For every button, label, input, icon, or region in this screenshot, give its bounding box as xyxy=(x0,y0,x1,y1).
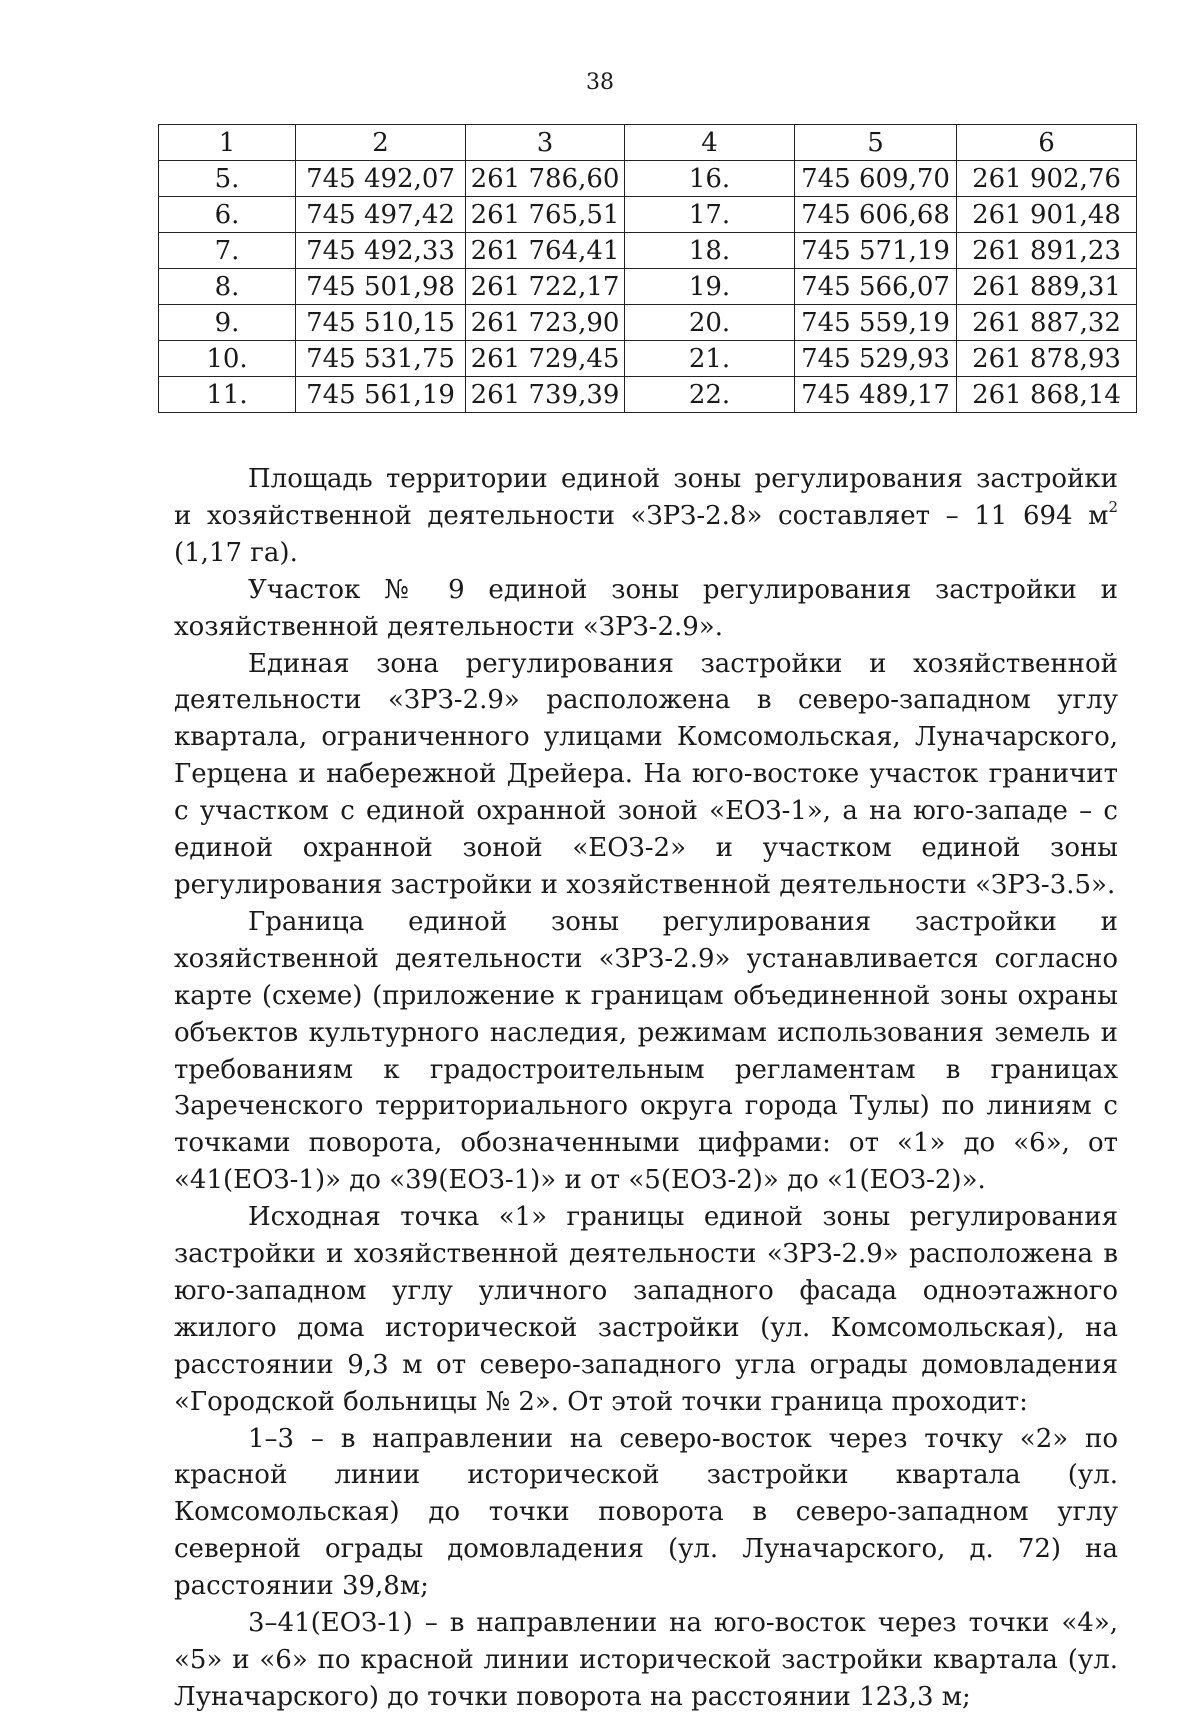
table-cell: 17. xyxy=(625,197,795,233)
area-text-end: (1,17 га). xyxy=(174,537,298,568)
table-header-cell: 2 xyxy=(296,125,466,161)
table-cell: 261 878,93 xyxy=(957,341,1137,377)
segment-paragraph: 3–41(ЕОЗ-1) – в направлении на юго-восток через точки «4», «5» и «6» по красной линии исторической застройки квартала (ул. Луначарского) до точки поворота на расстоянии 123,3 м; xyxy=(174,1608,1118,1712)
boundary-paragraph: Граница единой зоны регулирования застройки и хозяйственной деятельности «ЗРЗ-2.9» устанавливается согласно карте (схеме) (приложение к границам объединенной зоны охраны объектов культурного наследия, режимам использования земель и требованиям к градостроительным регламентам в границах Зареченского территориального округа города Тулы) по линиям с точками поворота, обозначенными цифрами: от «1» до «6», от «41(ЕОЗ-1)» до «39(ЕОЗ-1)» и от «5(ЕОЗ-2)» до «1(ЕОЗ-2)». xyxy=(174,906,1118,1196)
table-cell: 19. xyxy=(625,269,795,305)
table-cell: 745 606,68 xyxy=(795,197,957,233)
table-cell: 261 722,17 xyxy=(466,269,625,305)
table-cell: 261 765,51 xyxy=(466,197,625,233)
table-cell: 745 492,33 xyxy=(296,233,466,269)
table-header-cell: 1 xyxy=(159,125,296,161)
table-cell: 261 901,48 xyxy=(957,197,1137,233)
table-cell: 745 492,07 xyxy=(296,161,466,197)
table-header-cell: 5 xyxy=(795,125,957,161)
coordinates-table xyxy=(158,124,1137,413)
table-cell: 261 887,32 xyxy=(957,305,1137,341)
table-cell: 745 609,70 xyxy=(795,161,957,197)
table-cell: 745 559,19 xyxy=(795,305,957,341)
document-body xyxy=(174,461,1118,1716)
zone-location-paragraph: Единая зона регулирования застройки и хозяйственной деятельности «ЗРЗ-2.9» расположена в северо-западном углу квартала, ограниченного улицами Комсомольская, Луначарского, Герцена и набережной Дрейера. На юго-востоке участок граничит с участком с единой охранной зоной «ЕОЗ-1», а на юго-западе – с единой охранной зоной «ЕОЗ-2» и участком единой зоны регулирования застройки и хозяйственной деятельности «ЗРЗ-3.5». xyxy=(174,648,1118,900)
table-header-cell: 6 xyxy=(957,125,1137,161)
table-cell: 745 489,17 xyxy=(795,377,957,413)
area-superscript: 2 xyxy=(1108,498,1118,517)
table-cell: 745 510,15 xyxy=(296,305,466,341)
table-cell: 18. xyxy=(625,233,795,269)
table-cell: 261 786,60 xyxy=(466,161,625,197)
table-cell: 6. xyxy=(159,197,296,233)
table-cell: 261 764,41 xyxy=(466,233,625,269)
table-cell: 745 531,75 xyxy=(296,341,466,377)
area-paragraph xyxy=(174,461,1118,572)
table-header-row xyxy=(159,125,1137,161)
table-row xyxy=(159,269,1137,305)
table-cell: 261 868,14 xyxy=(957,377,1137,413)
table-cell: 16. xyxy=(625,161,795,197)
table-cell: 745 571,19 xyxy=(795,233,957,269)
table-cell: 745 566,07 xyxy=(795,269,957,305)
table-cell: 261 723,90 xyxy=(466,305,625,341)
table-row xyxy=(159,197,1137,233)
start-point-paragraph: Исходная точка «1» границы единой зоны регулирования застройки и хозяйственной деятельности «ЗРЗ-2.9» расположена в юго-западном углу уличного западного фасада одноэтажного жилого дома исторической застройки (ул. Комсомольская), на расстоянии 9,3 м от северо-западного угла ограды домовладения «Городской больницы № 2». От этой точки граница проходит: xyxy=(174,1202,1118,1417)
table-header-cell: 4 xyxy=(625,125,795,161)
table-cell: 22. xyxy=(625,377,795,413)
table-cell: 261 739,39 xyxy=(466,377,625,413)
table-cell: 20. xyxy=(625,305,795,341)
table-cell: 745 497,42 xyxy=(296,197,466,233)
table-cell: 5. xyxy=(159,161,296,197)
area-text: Площадь территории единой зоны регулирования застройки и хозяйственной деятельности «ЗРЗ-2.8» составляет – 11 694 м xyxy=(174,464,1118,531)
page-number: 38 xyxy=(586,70,614,95)
table-row xyxy=(159,377,1137,413)
table-cell: 10. xyxy=(159,341,296,377)
table-header-cell: 3 xyxy=(466,125,625,161)
table-cell: 745 561,19 xyxy=(296,377,466,413)
segment-paragraph: 1–3 – в направлении на северо-восток через точку «2» по красной линии исторической застройки квартала (ул. Комсомольская) до точки поворота в северо-западном углу северной ограды домовладения (ул. Луначарского, д. 72) на расстоянии 39,8м; xyxy=(174,1423,1118,1602)
table-row xyxy=(159,341,1137,377)
table-cell: 7. xyxy=(159,233,296,269)
table-cell: 11. xyxy=(159,377,296,413)
table-cell: 21. xyxy=(625,341,795,377)
plot-heading-paragraph: Участок № 9 единой зоны регулирования застройки и хозяйственной деятельности «ЗРЗ-2.9». xyxy=(174,574,1118,642)
table-cell: 9. xyxy=(159,305,296,341)
table-row xyxy=(159,161,1137,197)
table-cell: 745 529,93 xyxy=(795,341,957,377)
table-row xyxy=(159,233,1137,269)
table-cell: 261 889,31 xyxy=(957,269,1137,305)
table-cell: 8. xyxy=(159,269,296,305)
table-cell: 261 902,76 xyxy=(957,161,1137,197)
table-cell: 261 729,45 xyxy=(466,341,625,377)
table-cell: 745 501,98 xyxy=(296,269,466,305)
table-cell: 261 891,23 xyxy=(957,233,1137,269)
table-row xyxy=(159,305,1137,341)
